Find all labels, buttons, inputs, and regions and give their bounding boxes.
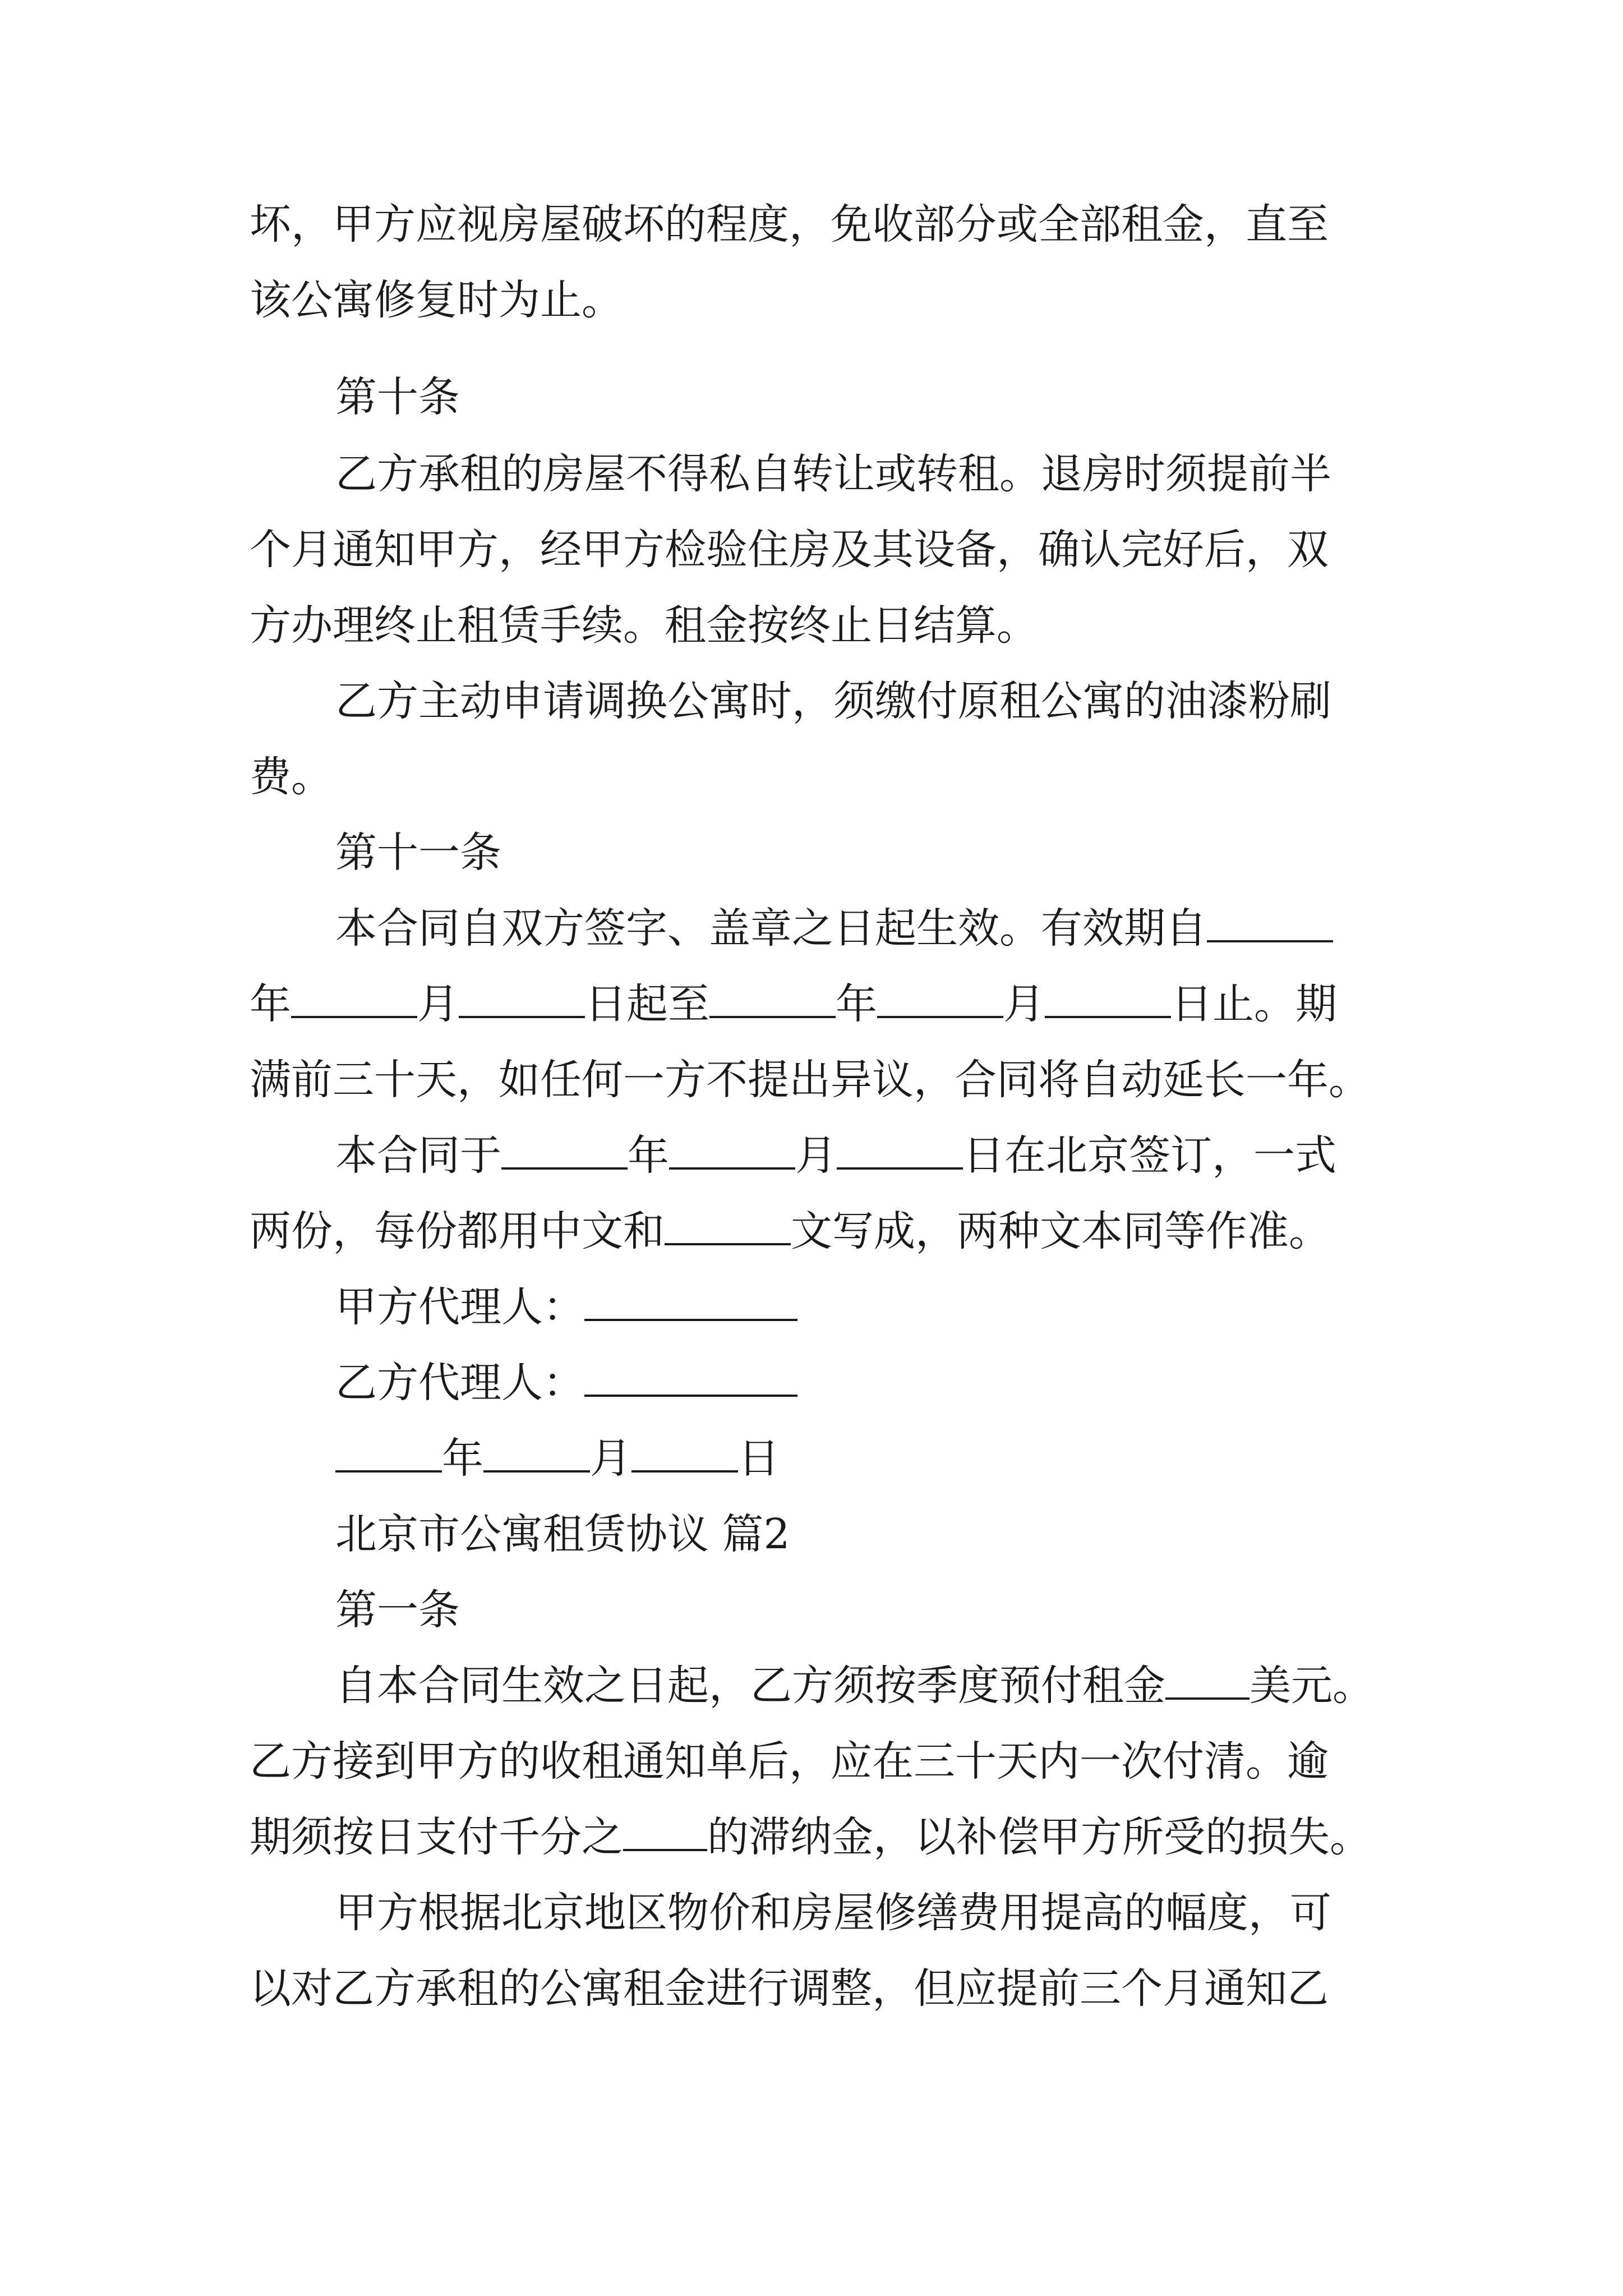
paragraph-line	[250, 1812, 1371, 1862]
paragraph-line	[335, 903, 1333, 954]
line-text: 年	[836, 980, 877, 1028]
paragraph-line	[250, 1206, 1330, 1257]
line-text: 日起至	[585, 980, 709, 1028]
paragraph-line: 乙方主动申请调换公寓时，须缴付原租公寓的油漆粉刷	[335, 677, 1331, 725]
line-text: 日在北京签订，一式	[963, 1131, 1336, 1180]
fill-blank	[877, 979, 1003, 1018]
line-text: 年	[250, 980, 291, 1028]
paragraph-line: 以对乙方承租的公寓租金进行调整，但应提前三个月通知乙	[250, 1964, 1329, 2013]
section-title: 北京市公寓租赁协议 篇2	[335, 1510, 790, 1558]
paragraph-line	[335, 1660, 1374, 1711]
fill-blank	[459, 979, 585, 1018]
fill-blank	[584, 1282, 797, 1321]
paragraph-line: 方办理终止租赁手续。租金按终止日结算。	[250, 601, 1038, 650]
line-text: 本合同自双方签字、盖章之日起生效。有效期自	[335, 904, 1207, 953]
line-text: 日止。期	[1171, 980, 1337, 1028]
line-text: 甲方代理人：	[335, 1283, 584, 1331]
paragraph-line: 满前三十天，如任何一方不提出异议，合同将自动延长一年。	[250, 1056, 1370, 1104]
fill-blank	[837, 1130, 963, 1170]
article-heading: 第十一条	[335, 829, 501, 877]
fill-blank	[669, 1130, 795, 1170]
line-text: 月	[1003, 980, 1045, 1028]
line-text: 期须按日支付千分之	[250, 1813, 623, 1861]
fill-blank	[1207, 903, 1333, 942]
fill-blank	[1165, 1660, 1249, 1700]
article-heading: 第一条	[335, 1586, 460, 1634]
fill-blank	[1045, 979, 1171, 1018]
fill-blank	[709, 979, 836, 1018]
paragraph-line: 坏，甲方应视房屋破坏的程度，免收部分或全部租金，直至	[250, 200, 1329, 249]
signature-line	[335, 1358, 797, 1408]
line-text: 自本合同生效之日起，乙方须按季度预付租金	[335, 1662, 1165, 1710]
paragraph-line: 乙方接到甲方的收租通知单后，应在三十天内一次付清。逾	[250, 1737, 1329, 1786]
fill-blank	[501, 1130, 628, 1170]
paragraph-line: 个月通知甲方，经甲方检验住房及其设备，确认完好后，双	[250, 526, 1329, 574]
paragraph-line: 费。	[250, 753, 333, 801]
line-text: 年	[442, 1434, 483, 1483]
fill-blank	[291, 979, 417, 1018]
paragraph-line	[250, 979, 1337, 1029]
article-heading: 第十条	[335, 373, 460, 421]
signature-line	[335, 1282, 797, 1332]
line-text: 月	[417, 980, 459, 1028]
line-text: 本合同于	[335, 1131, 501, 1180]
fill-blank	[584, 1358, 797, 1397]
line-text: 日	[738, 1434, 780, 1483]
line-text: 月	[795, 1131, 837, 1180]
line-text: 月	[590, 1434, 631, 1483]
fill-blank	[483, 1433, 590, 1473]
fill-blank	[631, 1433, 738, 1473]
fill-blank	[623, 1812, 707, 1851]
line-text: 年	[628, 1131, 669, 1180]
line-text: 文写成，两种文本同等作准。	[791, 1207, 1330, 1255]
paragraph-line: 乙方承租的房屋不得私自转让或转租。退房时须提前半	[335, 450, 1331, 498]
line-text: 美元。	[1249, 1662, 1374, 1710]
paragraph-line	[335, 1130, 1336, 1181]
line-text: 乙方代理人：	[335, 1359, 584, 1407]
date-line	[335, 1433, 780, 1484]
paragraph-line: 该公寓修复时为止。	[250, 276, 623, 324]
fill-blank	[335, 1433, 442, 1473]
paragraph-line: 甲方根据北京地区物价和房屋修缮费用提高的幅度，可	[335, 1889, 1331, 1937]
line-text: 两份，每份都用中文和	[250, 1207, 665, 1255]
fill-blank	[665, 1206, 791, 1245]
line-text: 的滞纳金，以补偿甲方所受的损失。	[707, 1813, 1371, 1861]
